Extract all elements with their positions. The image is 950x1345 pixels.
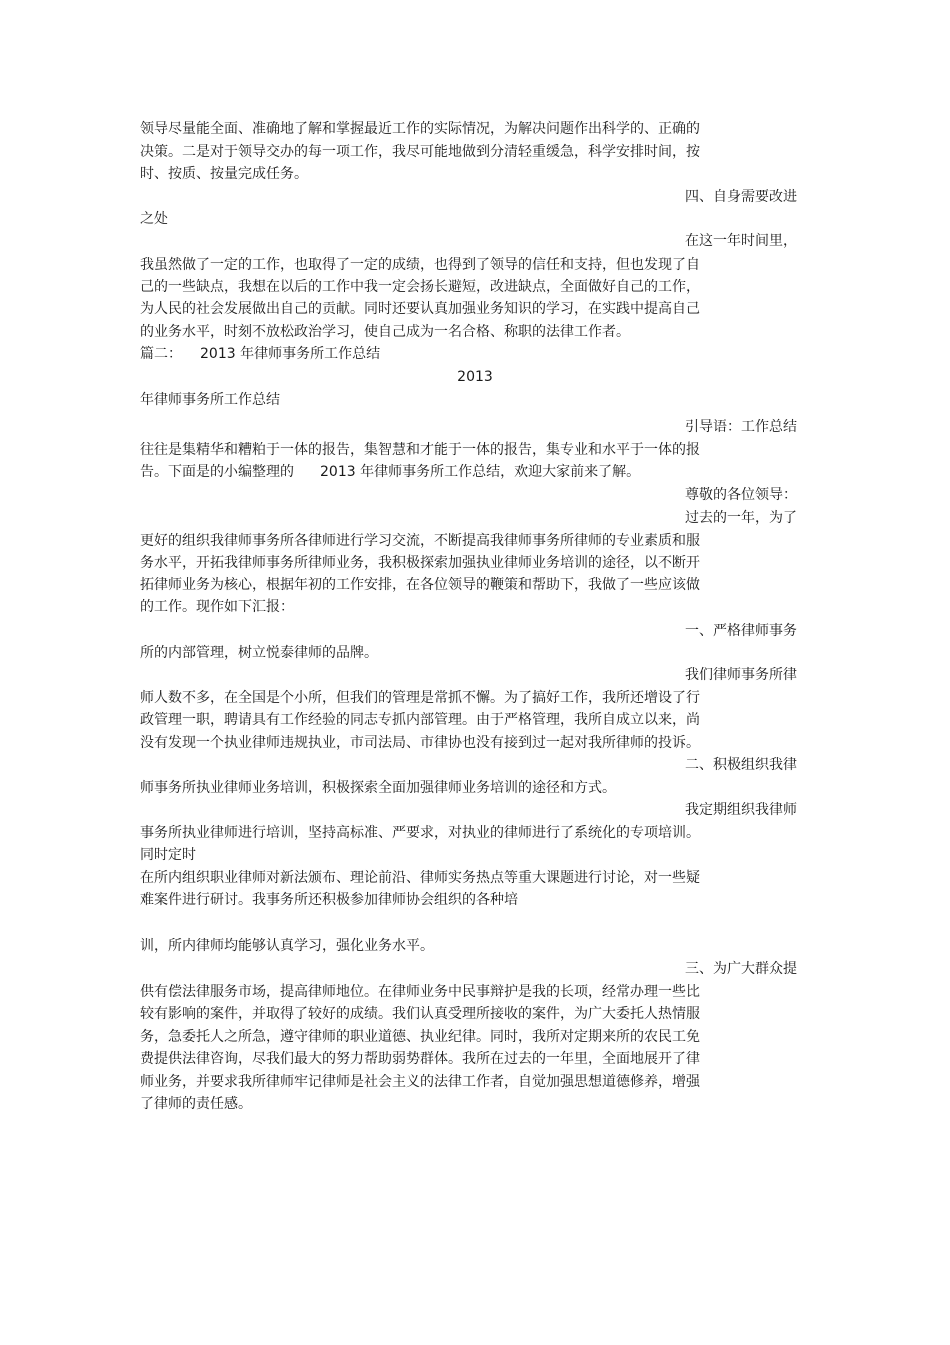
section-heading-part: 一、严格律师事务 bbox=[685, 623, 797, 639]
section-heading-part: 二、积极组织我律 bbox=[685, 757, 797, 773]
paragraph-line: 为人民的社会发展做出自己的贡献。同时还要认真加强业务知识的学习，在实践中提高自己 bbox=[140, 301, 700, 317]
article-label: 篇二： bbox=[140, 346, 182, 362]
paragraph-lead: 过去的一年，为了 bbox=[685, 510, 797, 526]
title-text: 年律师事务所工作总结 bbox=[140, 392, 280, 408]
paragraph-lead: 我定期组织我律师 bbox=[685, 802, 797, 818]
paragraph-line: 更好的组织我律师事务所各律师进行学习交流，不断提高我律师事务所律师的专业素质和服 bbox=[140, 533, 700, 549]
paragraph-line: 务，急委托人之所急，遵守律师的职业道德、执业纪律。同时，我所对定期来所的农民工免 bbox=[140, 1029, 700, 1045]
paragraph-line bbox=[140, 463, 640, 481]
paragraph-line: 了律师的责任感。 bbox=[140, 1096, 252, 1112]
paragraph-line: 训，所内律师均能够认真学习，强化业务水平。 bbox=[140, 938, 434, 954]
paragraph-line: 难案件进行研讨。我事务所还积极参加律师协会组织的各种培 bbox=[140, 892, 518, 908]
paragraph-fragment: 告。下面是的小编整理的 bbox=[140, 464, 294, 480]
paragraph-line: 政管理一职，聘请具有工作经验的同志专抓内部管理。由于严格管理，我所自成立以来，尚 bbox=[140, 712, 700, 728]
paragraph-line: 务水平，开拓我律师事务所律师业务，我积极探索加强执业律师业务培训的途径，以不断开 bbox=[140, 555, 700, 571]
paragraph-line: 领导尽量能全面、准确地了解和掌握最近工作的实际情况，为解决问题作出科学的、正确的 bbox=[140, 121, 700, 137]
paragraph-line: 在所内组织职业律师对新法颁布、理论前沿、律师实务热点等重大课题进行讨论，对一些疑 bbox=[140, 870, 700, 886]
paragraph-line: 没有发现一个执业律师违规执业，市司法局、市律协也没有接到过一起对我所律师的投诉。 bbox=[140, 735, 700, 751]
article-title-line bbox=[140, 345, 380, 363]
paragraph-line: 拓律师业务为核心，根据年初的工作安排，在各位领导的鞭策和帮助下，我做了一些应该做 bbox=[140, 577, 700, 593]
paragraph-line: 供有偿法律服务市场，提高律师地位。在律师业务中民事辩护是我的长项，经常办理一些比 bbox=[140, 984, 700, 1000]
paragraph-line: 我虽然做了一定的工作，也取得了一定的成绩，也得到了领导的信任和支持，但也发现了自 bbox=[140, 257, 700, 273]
paragraph-line: 同时定时 bbox=[140, 847, 196, 863]
paragraph-line: 时、按质、按量完成任务。 bbox=[140, 166, 308, 182]
paragraph-line: 费提供法律咨询，尽我们最大的努力帮助弱势群体。我所在过去的一年里，全面地展开了律 bbox=[140, 1051, 700, 1067]
section-heading-part: 师事务所执业律师业务培训，积极探索全面加强律师业务培训的途径和方式。 bbox=[140, 780, 616, 796]
section-heading-part: 四、自身需要改进 bbox=[685, 189, 797, 205]
title-year: 2013 bbox=[457, 369, 493, 385]
paragraph-fragment: 2013 年律师事务所工作总结，欢迎大家前来了解。 bbox=[320, 464, 641, 480]
article-title: 2013 年律师事务所工作总结 bbox=[200, 346, 381, 362]
paragraph-line: 的业务水平，时刻不放松政治学习，使自己成为一名合格、称职的法律工作者。 bbox=[140, 324, 630, 340]
section-heading-part: 之处 bbox=[140, 211, 168, 227]
paragraph-line: 的工作。现作如下汇报： bbox=[140, 599, 294, 615]
paragraph-lead: 在这一年时间里， bbox=[685, 233, 797, 249]
section-heading-part: 三、为广大群众提 bbox=[685, 961, 797, 977]
paragraph-line: 决策。二是对于领导交办的每一项工作，我尽可能地做到分清轻重缓急，科学安排时间，按 bbox=[140, 144, 700, 160]
salutation: 尊敬的各位领导： bbox=[685, 487, 797, 503]
section-heading-part: 所的内部管理，树立悦泰律师的品牌。 bbox=[140, 645, 378, 661]
paragraph-line: 己的一些缺点，我想在以后的工作中我一定会扬长避短，改进缺点，全面做好自己的工作， bbox=[140, 279, 700, 295]
paragraph-lead: 我们律师事务所律 bbox=[685, 667, 797, 683]
paragraph-line: 较有影响的案件，并取得了较好的成绩。我们认真受理所接收的案件，为广大委托人热情服 bbox=[140, 1006, 700, 1022]
paragraph-lead: 引导语：工作总结 bbox=[685, 419, 797, 435]
paragraph-line: 事务所执业律师进行培训，坚持高标准、严要求，对执业的律师进行了系统化的专项培训。 bbox=[140, 825, 700, 841]
paragraph-line: 师业务，并要求我所律师牢记律师是社会主义的法律工作者，自觉加强思想道德修养，增强 bbox=[140, 1074, 700, 1090]
paragraph-line: 师人数不多，在全国是个小所，但我们的管理是常抓不懈。为了搞好工作，我所还增设了行 bbox=[140, 690, 700, 706]
paragraph-line: 往往是集精华和糟粕于一体的报告，集智慧和才能于一体的报告，集专业和水平于一体的报 bbox=[140, 442, 700, 458]
